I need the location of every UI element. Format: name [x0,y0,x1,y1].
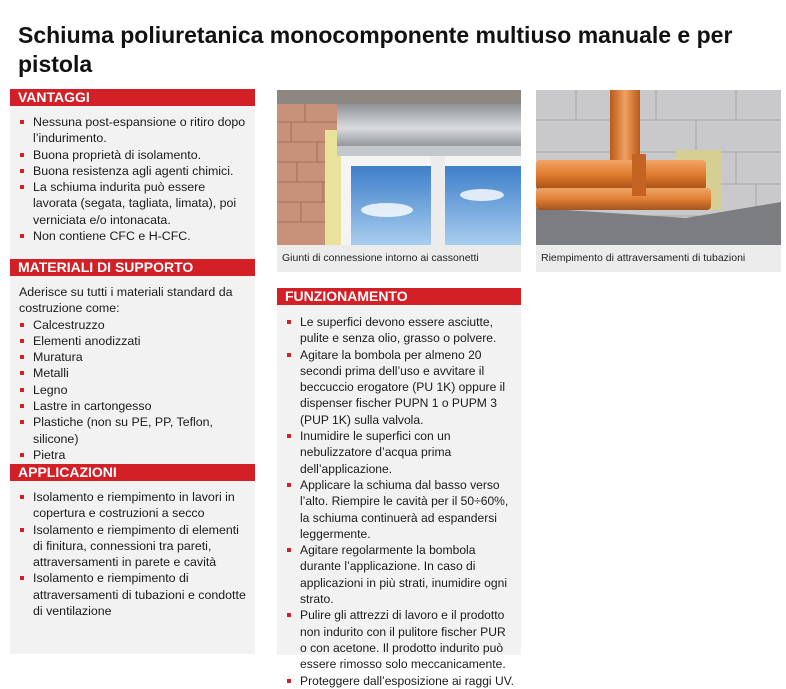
section-funzionamento [277,288,521,688]
list-item: Buona proprietà di isolamento. [19,147,249,163]
list-item: Metalli [19,365,249,381]
list-item: La schiuma indurita può essere lavorata (segata, tagliata, limata), poi verniciata e/o intonacata. [19,179,249,228]
right-column [536,90,781,272]
list-item: Legno [19,382,249,398]
list-item: Pietra [19,447,249,463]
materiali-list [10,317,255,464]
applicazioni-list [10,481,255,619]
list-item: Nessuna post-espansione o ritiro dopo l’indurimento. [19,114,249,147]
applicazioni-heading: APPLICAZIONI [10,464,255,481]
vantaggi-heading: VANTAGGI [10,89,255,106]
window-shutter-illustration [277,90,521,245]
list-item: Non contiene CFC e H-CFC. [19,228,249,244]
funzionamento-heading: FUNZIONAMENTO [277,288,521,305]
list-item: Le superfici devono essere asciutte, pulite e senza olio, grasso o polvere. [286,314,515,347]
list-item: Inumidire le superfici con un nebulizzatore d’acqua prima dell’applicazione. [286,428,515,477]
list-item: Isolamento e riempimento di elementi di finitura, connessioni tra pareti, attraversamenti in parete e cavità [19,522,249,571]
list-item: Agitare regolarmente la bombola durante l’applicazione. In caso di applicazioni in più strati, inumidire ogni strato. [286,542,515,607]
list-item: Isolamento e riempimento di attraversamenti di tubazioni e condotte di ventilazione [19,570,249,619]
list-item: Calcestruzzo [19,317,249,333]
list-item: Muratura [19,349,249,365]
pipe-penetration-illustration [536,90,781,245]
middle-column [277,90,521,688]
section-materiali [10,259,255,463]
list-item: Applicare la schiuma dal basso verso l’alto. Riempire le cavità per il 50÷60%, la schiuma continuerà ad espandersi leggermente. [286,477,515,542]
photo-caption: Riempimento di attraversamenti di tubazioni [536,245,781,272]
window-shutter-photo [277,90,521,245]
list-item: Proteggere dall’esposizione ai raggi UV. [286,673,515,689]
funzionamento-list [277,305,521,689]
list-item: Isolamento e riempimento in lavori in copertura e costruzioni a secco [19,489,249,522]
page-title: Schiuma poliuretanica monocomponente multiuso manuale e per pistola [18,22,733,78]
list-item: Agitare la bombola per almeno 20 secondi prima dell’uso e avvitare il beccuccio erogatore (PU 1K) oppure il dispenser fischer PUPN 1 o PUPM 3 (PUP 1K) sulla valvola. [286,347,515,428]
pipe-penetration-photo [536,90,781,245]
materiali-heading: MATERIALI DI SUPPORTO [10,259,255,276]
photo-caption: Giunti di connessione intorno ai cassonetti [277,245,521,272]
list-item: Plastiche (non su PE, PP, Teflon, silicone) [19,414,249,447]
section-applicazioni [10,464,255,619]
list-item: Pulire gli attrezzi di lavoro e il prodotto non indurito con il pulitore fischer PUR o con acetone. Il prodotto indurito può essere rimosso solo meccanicamente. [286,607,515,672]
section-vantaggi [10,89,255,244]
list-item: Lastre in cartongesso [19,398,249,414]
materiali-intro: Aderisce su tutti i materiali standard da costruzione come: [19,285,233,316]
vantaggi-list [10,106,255,244]
left-column [10,89,255,654]
list-item: Buona resistenza agli agenti chimici. [19,163,249,179]
list-item: Elementi anodizzati [19,333,249,349]
